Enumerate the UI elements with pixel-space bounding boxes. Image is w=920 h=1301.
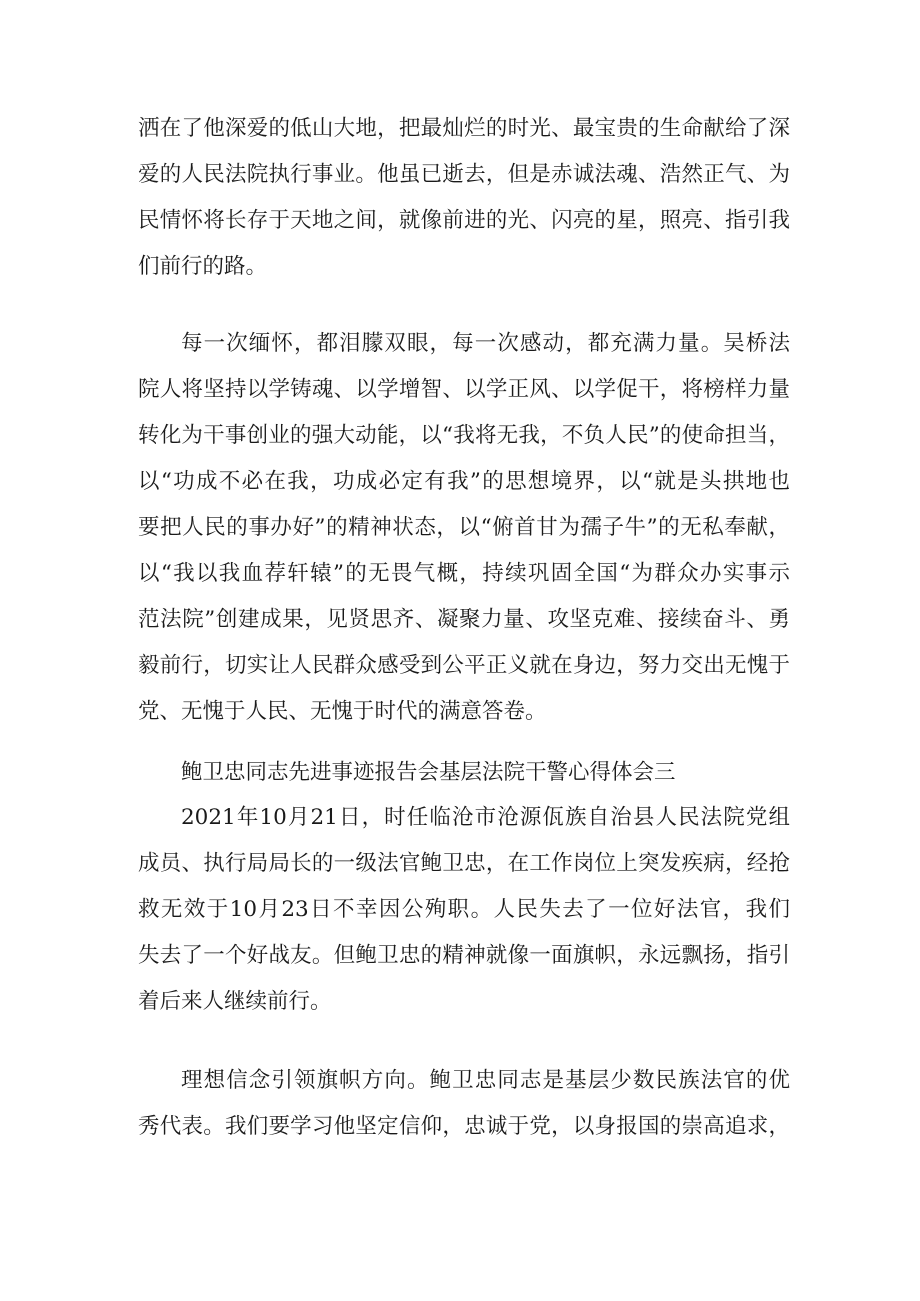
paragraph-commemoration: [138, 321, 790, 735]
section-title: [138, 750, 790, 796]
text-line: 救无效于10月23日不幸因公殉职。人民失去了一位好法官，我们: [138, 897, 790, 922]
paragraph-ideals: [138, 1058, 790, 1150]
text-line: 失去了一个好战友。但鲍卫忠的精神就像一面旗帜，永远飘扬，指引: [138, 943, 790, 968]
text-line: 院人将坚持以学铸魂、以学增智、以学正风、以学促干，将榜样力量: [138, 377, 790, 402]
text-line: 以“功成不必在我，功成必定有我”的思想境界，以“就是头拱地也: [138, 469, 790, 494]
text-line: 转化为干事创业的强大动能，以“我将无我，不负人民”的使命担当，: [138, 423, 790, 448]
text-line: 范法院”创建成果，见贤思齐、凝聚力量、攻坚克难、接续奋斗、勇: [138, 607, 790, 632]
text-line: 每一次缅怀，都泪朦双眼，每一次感动，都充满力量。吴桥法: [181, 331, 790, 356]
paragraph-event: [138, 795, 790, 1025]
paragraph-continuation: [138, 106, 790, 290]
text-line: 要把人民的事办好”的精神状态，以“俯首甘为孺子牛”的无私奉献，: [138, 515, 790, 540]
text-line: 毅前行，切实让人民群众感受到公平正义就在身边，努力交出无愧于: [138, 653, 790, 678]
section-title-text: 鲍卫忠同志先进事迹报告会基层法院干警心得体会三: [181, 760, 676, 785]
text-line: 们前行的路。: [138, 254, 268, 279]
text-line: 2021年10月21日，时任临沧市沧源佤族自治县人民法院党组: [181, 805, 790, 830]
text-line: 以“我以我血荐轩辕”的无畏气概，持续巩固全国“为群众办实事示: [138, 561, 790, 586]
text-line: 民情怀将长存于天地之间，就像前进的光、闪亮的星，照亮、指引我: [138, 208, 790, 233]
text-line: 着后来人继续前行。: [138, 989, 332, 1014]
text-line: 理想信念引领旗帜方向。鲍卫忠同志是基层少数民族法官的优: [181, 1068, 790, 1093]
text-line: 成员、执行局局长的一级法官鲍卫忠，在工作岗位上突发疾病，经抢: [138, 851, 790, 876]
text-line: 党、无愧于人民、无愧于时代的满意答卷。: [138, 699, 547, 724]
text-line: 爱的人民法院执行事业。他虽已逝去，但是赤诚法魂、浩然正气、为: [138, 162, 790, 187]
text-line: 洒在了他深爱的低山大地，把最灿烂的时光、最宝贵的生命献给了深: [138, 116, 790, 141]
text-line: 秀代表。我们要学习他坚定信仰，忠诚于党，以身报国的崇高追求，: [138, 1114, 790, 1139]
